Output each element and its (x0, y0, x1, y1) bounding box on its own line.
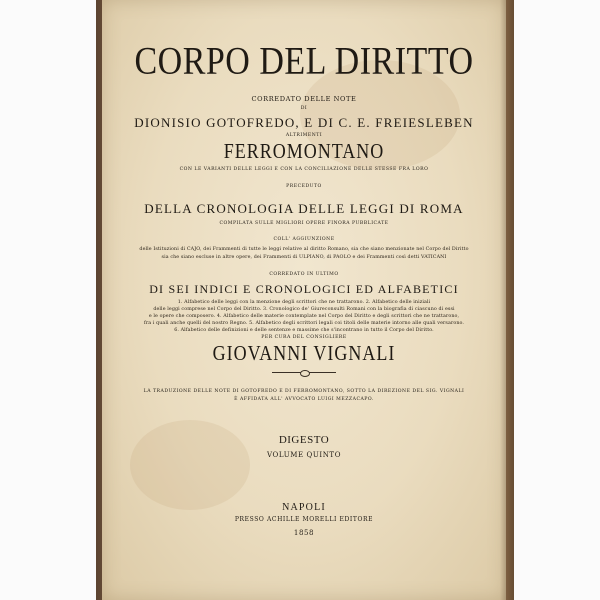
city: NAPOLI (282, 502, 326, 513)
book-title: CORPO DEL DIRITTO (134, 40, 474, 83)
authors: DIONISIO GOTOFREDO, E DI C. E. FREIESLEBEN (134, 115, 474, 130)
indici-line: 6. Alfabetico delle definizioni e delle sentenze e massime che s'incontrano in tutto il Corpo del Diritto. (174, 328, 434, 333)
altrimenti: ALTRIMENTI (285, 133, 323, 138)
di-word: DI (300, 106, 308, 111)
ferromontano: FERROMONTANO (223, 139, 385, 163)
ornamental-rule (272, 372, 336, 373)
indici-line: 1. Alfabetico delle leggi con la menzione degli scrittori che ne trattarono. 2. Alfabetico delle iniziali (177, 300, 431, 305)
institutiones-line: delle Istituzioni di CAJO, dei Frammenti di tutte le leggi relative al diritto Romano, sia che siano menzionate nel Corpo del Diritto (139, 247, 469, 252)
indici-heading: DI SEI INDICI E CRONOLOGICI ED ALFABETICI (149, 282, 459, 296)
subtitle-line: CORREDATO DELLE NOTE (251, 95, 357, 103)
indici-line: e le opere che composero. 4. Alfabetico delle materie contemplate nel Corpo del Diritto e degli scrittori che ne trattarono, (148, 314, 460, 319)
institutiones-line: sia che siano escluse in altre opere, dei Frammenti di ULPIANO, di PAOLO e dei Frammenti così detti VATICANI (161, 255, 447, 260)
traduzione-line: LA TRADUZIONE DELLE NOTE DI GOTOFREDO E DI FERROMONTANO, SOTTO LA DIREZIONE DEL SIG. VIGNALI (143, 389, 465, 394)
per-cura-line: PER CURA DEL CONSIGLIERE (261, 335, 347, 340)
varianti-line: CON LE VARIANTI DELLE LEGGI E CON LA CONCILIAZIONE DELLE STESSE FRA LORO (179, 167, 429, 172)
editor-name: GIOVANNI VIGNALI (212, 341, 396, 365)
paper-stain (130, 420, 250, 510)
compilata-line: COMPILATA SULLE MIGLIORI OPERE FINORA PUBBLICATE (219, 221, 389, 226)
cronologia-heading: DELLA CRONOLOGIA DELLE LEGGI DI ROMA (144, 201, 464, 216)
indici-line: fra i quali anche quelli del nostro Regno. 5. Alfabetico degli scrittori legali coi titoli delle materie intorno alle quali versarono. (143, 321, 465, 326)
traduzione-line: È AFFIDATA ALL' AVVOCATO LUIGI MEZZACAPO. (234, 397, 374, 402)
volume: VOLUME QUINTO (266, 451, 342, 459)
year: 1858 (293, 529, 315, 537)
publisher: PRESSO ACHILLE MORELLI EDITORE (234, 516, 374, 523)
aggiunzione: COLL' AGGIUNZIONE (273, 237, 335, 242)
corredato-line: CORREDATO IN ULTIMO (269, 272, 339, 277)
digesto: DIGESTO (278, 434, 330, 446)
indici-line: delle leggi comprese nel Corpo del Diritto. 3. Cronologico de' Giureconsulti Romani con la biografia di ciascuno di essi (153, 307, 455, 312)
preceduto: PRECEDUTO (286, 184, 322, 189)
